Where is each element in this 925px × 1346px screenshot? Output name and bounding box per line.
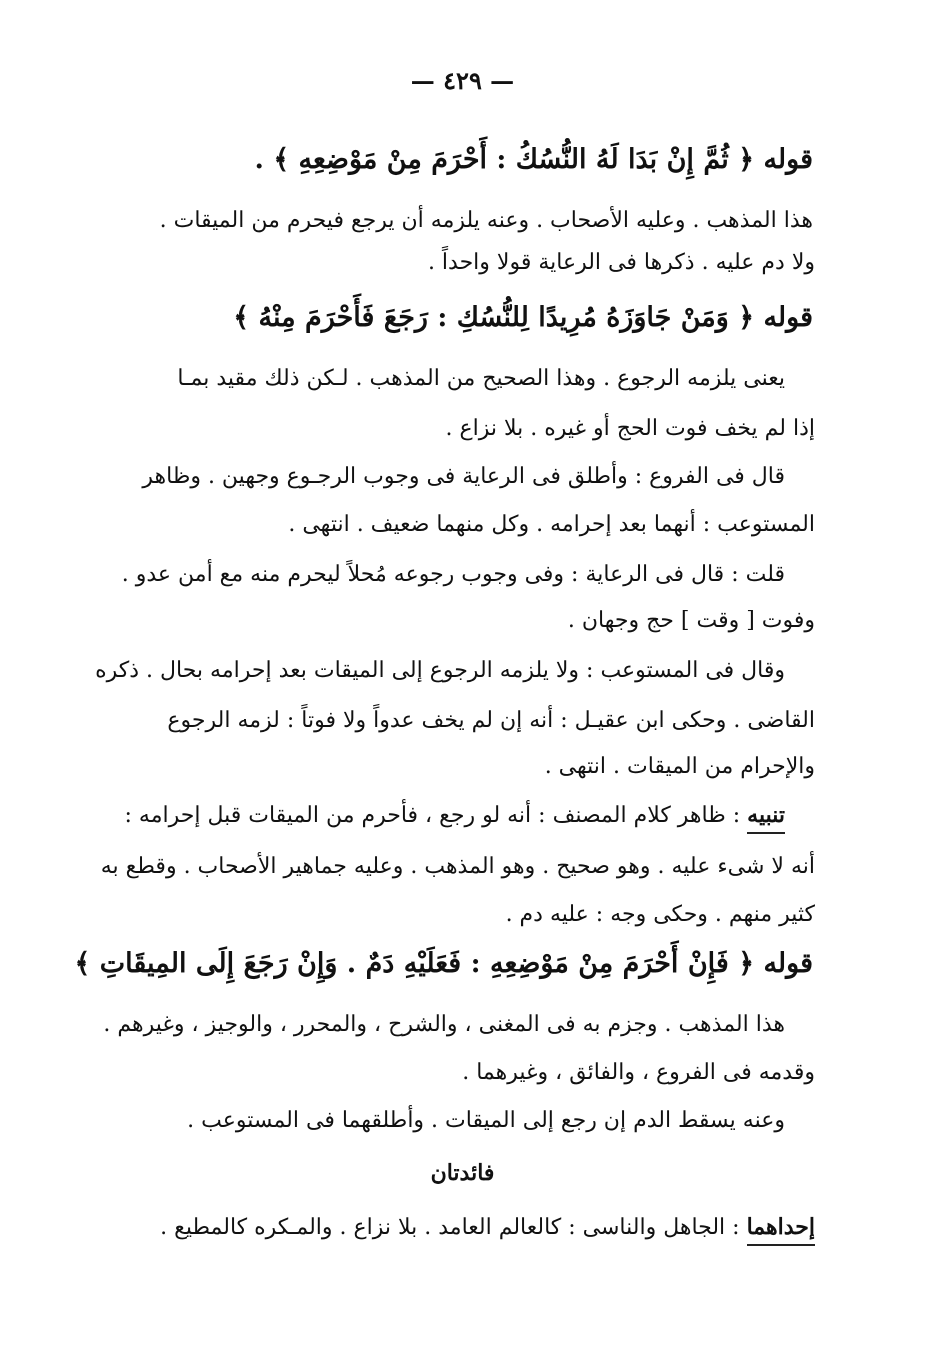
text-line: وقال فى المستوعب : ولا يلزمه الرجوع إلى الميقات بعد إحرامه بحال . ذكره — [95, 658, 785, 683]
text-line: إذا لم يخف فوت الحج أو غيره . بلا نزاع . — [445, 416, 815, 441]
text-line: والإحرام من الميقات . انتهى . — [544, 754, 815, 779]
quote-label: قوله — [763, 948, 813, 979]
text-line: قال فى الفروع : وأطلق فى الرعاية فى وجوب الرجـوع وجهين . وظاهر — [142, 464, 785, 489]
text-line: ولا دم عليه . ذكرها فى الرعاية قولا واحداً . — [427, 250, 815, 275]
text-line — [160, 1212, 815, 1243]
quote-line — [233, 298, 813, 338]
text-line: القاضى . وحكى ابن عقيـل : أنه إن لم يخف عدواً ولا فوتاً : لزمه الرجوع — [167, 708, 815, 733]
quote-text: ﴿ ثُمَّ إِنْ بَدَا لَهُ النُّسُكُ : أَحْرَمَ مِنْ مَوْضِعِهِ ﴾ . — [254, 144, 755, 175]
text-line: كثير منهم . وحكى وجه : عليه دم . — [505, 902, 815, 927]
quote-label: قوله — [763, 302, 813, 333]
page-number: — ٤٢٩ — — [410, 66, 515, 95]
text-line: يعنى يلزمه الرجوع . وهذا الصحيح من المذهب . لـكن ذلك مقيد بمـا — [177, 366, 785, 391]
tanbih-text: : ظاهر كلام المصنف : أنه لو رجع ، فأحرم من الميقات قبل إحرامه : — [124, 803, 741, 828]
quote-line — [74, 944, 813, 984]
item-label: إحداهما — [746, 1214, 815, 1240]
quote-line — [255, 140, 813, 180]
tanbih-label: تنبيه — [747, 802, 785, 828]
text-line: قلت : قال فى الرعاية : وفى وجوب رجوعه مُحلاً ليحرم منه مع أمن عدو . — [121, 562, 785, 587]
section-heading: فائدتان — [430, 1160, 495, 1186]
text-line: وفوت [ وقت ] حج وجهان . — [567, 608, 815, 633]
item-text: : الجاهل والناسى : كالعالم العامد . بلا نزاع . والمـكره كالمطيع . — [160, 1215, 740, 1240]
quote-text: ﴿ وَمَنْ جَاوَزَهُ مُرِيدًا لِلنُّسُكِ : رَجَعَ فَأَحْرَمَ مِنْهُ ﴾ — [233, 302, 755, 333]
text-line: المستوعب : أنهما بعد إحرامه . وكل منهما ضعيف . انتهى . — [288, 512, 815, 537]
quote-label: قوله — [763, 144, 813, 175]
text-line: وعنه يسقط الدم إن رجع إلى الميقات . وأطلقهما فى المستوعب . — [187, 1108, 785, 1133]
text-line: هذا المذهب . وجزم به فى المغنى ، والشرح ، والمحرر ، والوجيز ، وغيرهم . — [103, 1012, 785, 1037]
text-line: أنه لا شىء عليه . وهو صحيح . وهو المذهب . وعليه جماهير الأصحاب . وقطع به — [100, 854, 815, 879]
tanbih-line — [125, 800, 786, 831]
text-line: وقدمه فى الفروع ، والفائق ، وغيرهما . — [462, 1060, 815, 1085]
quote-text: ﴿ فَإِنْ أَحْرَمَ مِنْ مَوْضِعِهِ : فَعَلَيْهِ دَمٌ . وَإِنْ رَجَعَ إِلَى المِيقَاتِ ﴾ — [74, 948, 755, 979]
text-line: هذا المذهب . وعليه الأصحاب . وعنه يلزمه أن يرجع فيحرم من الميقات . — [159, 208, 813, 233]
